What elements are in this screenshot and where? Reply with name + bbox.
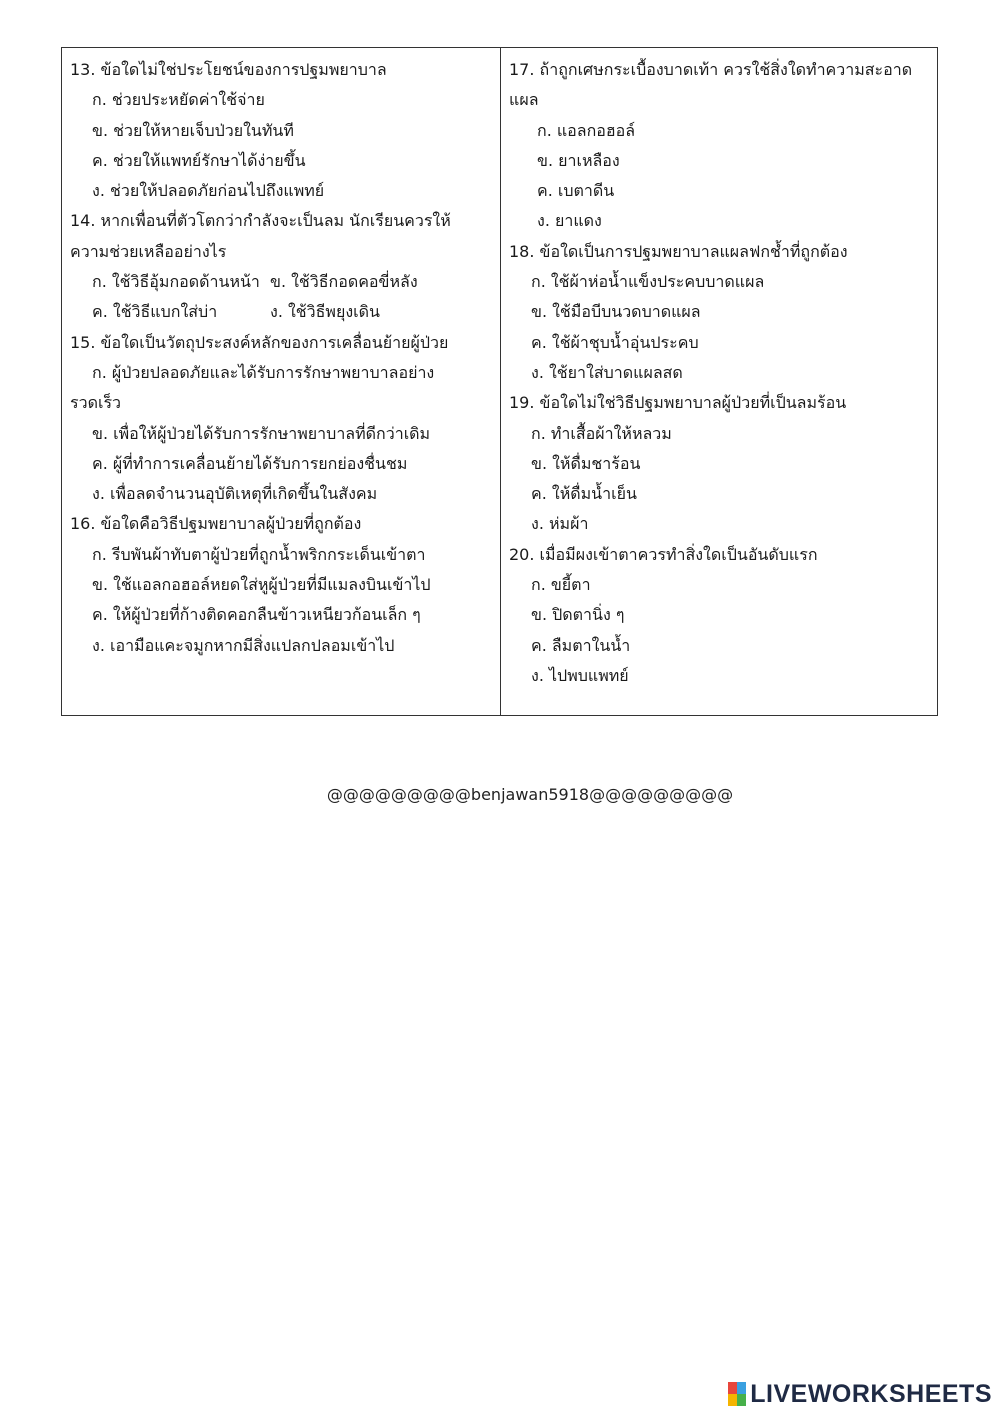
author-tag: @@@@@@@@@benjawan5918@@@@@@@@@ bbox=[326, 785, 734, 804]
question-18: 18. ข้อใดเป็นการปฐมพยาบาลแผลฟกช้ำที่ถูกต้อง bbox=[509, 241, 848, 261]
q15-option-a: ก. ผู้ป่วยปลอดภัยและได้รับการรักษาพยาบาลอย่าง bbox=[92, 362, 435, 382]
question-17-cont: แผล bbox=[509, 90, 539, 110]
q19-option-a: ก. ทำเสื้อผ้าให้หลวม bbox=[531, 423, 672, 443]
q20-option-c: ค. ลืมตาในน้ำ bbox=[531, 635, 631, 655]
q18-option-c: ค. ใช้ผ้าชุบน้ำอุ่นประคบ bbox=[531, 332, 699, 352]
q17-option-d: ง. ยาแดง bbox=[537, 211, 602, 231]
q17-option-a: ก. แอลกอฮอล์ bbox=[537, 120, 636, 140]
q19-option-d: ง. ห่มผ้า bbox=[531, 514, 589, 534]
q15-option-c: ค. ผู้ที่ทำการเคลื่อนย้ายได้รับการยกย่องชื่นชม bbox=[92, 453, 408, 473]
question-19: 19. ข้อใดไม่ใช่วิธีปฐมพยาบาลผู้ป่วยที่เป็นลมร้อน bbox=[509, 393, 847, 413]
q15-option-b: ข. เพื่อให้ผู้ป่วยได้รับการรักษาพยาบาลที่ดีกว่าเดิม bbox=[92, 423, 431, 443]
logo-text: LIVEWORKSHEETS bbox=[750, 1379, 992, 1408]
q18-option-b: ข. ใช้มือบีบนวดบาดแผล bbox=[531, 302, 701, 322]
q20-option-d: ง. ไปพบแพทย์ bbox=[531, 665, 629, 685]
q13-option-a: ก. ช่วยประหยัดค่าใช้จ่าย bbox=[92, 90, 265, 110]
liveworksheets-logo[interactable] bbox=[728, 1380, 992, 1408]
right-column bbox=[501, 48, 937, 715]
question-13: 13. ข้อใดไม่ใช่ประโยชน์ของการปฐมพยาบาล bbox=[70, 60, 387, 79]
q14-option-b: ข. ใช้วิธีกอดคอขี่หลัง bbox=[270, 272, 418, 292]
q14-option-d: ง. ใช้วิธีพยุงเดิน bbox=[270, 302, 380, 322]
q15-option-d: ง. เพื่อลดจำนวนอุบัติเหตุที่เกิดขึ้นในสังคม bbox=[92, 484, 378, 504]
q17-option-c: ค. เบตาดีน bbox=[537, 181, 615, 201]
question-17: 17. ถ้าถูกเศษกระเบื้องบาดเท้า ควรใช้สิ่งใดทำความสะอาด bbox=[509, 60, 913, 79]
logo-mark-square-1 bbox=[728, 1382, 737, 1394]
q16-option-c: ค. ให้ผู้ป่วยที่ก้างติดคอกลืนข้าวเหนียวก้อนเล็ก ๆ bbox=[92, 605, 421, 625]
q18-option-d: ง. ใช้ยาใส่บาดแผลสด bbox=[531, 362, 683, 382]
q15-option-a-cont: รวดเร็ว bbox=[70, 393, 122, 413]
logo-mark-square-2 bbox=[737, 1382, 746, 1394]
question-16: 16. ข้อใดคือวิธีปฐมพยาบาลผู้ป่วยที่ถูกต้อง bbox=[70, 514, 362, 534]
q17-option-b: ข. ยาเหลือง bbox=[537, 150, 620, 170]
q20-option-a: ก. ขยี้ตา bbox=[531, 575, 591, 595]
q14-option-c: ค. ใช้วิธีแบกใส่บ่า bbox=[92, 302, 218, 322]
q16-option-d: ง. เอามือแคะจมูกหากมีสิ่งแปลกปลอมเข้าไป bbox=[92, 635, 395, 655]
logo-mark-square-4 bbox=[737, 1394, 746, 1406]
question-15: 15. ข้อใดเป็นวัตถุประสงค์หลักของการเคลื่อนย้ายผู้ป่วย bbox=[70, 332, 449, 352]
q13-option-c: ค. ช่วยให้แพทย์รักษาได้ง่ายขึ้น bbox=[92, 150, 306, 170]
q14-option-a: ก. ใช้วิธีอุ้มกอดด้านหน้า bbox=[92, 272, 260, 292]
logo-mark-square-3 bbox=[728, 1394, 737, 1406]
q20-option-b: ข. ปิดตานิ่ง ๆ bbox=[531, 605, 625, 625]
logo-mark-icon bbox=[728, 1382, 746, 1406]
q16-option-a: ก. รีบพันผ้าทับตาผู้ป่วยที่ถูกน้ำพริกกระเด็นเข้าตา bbox=[92, 544, 426, 564]
q16-option-b: ข. ใช้แอลกอฮอล์หยดใส่หูผู้ป่วยที่มีแมลงบินเข้าไป bbox=[92, 575, 431, 595]
q13-option-b: ข. ช่วยให้หายเจ็บป่วยในทันที bbox=[92, 120, 294, 140]
q19-option-b: ข. ให้ดื่มชาร้อน bbox=[531, 453, 641, 473]
question-20: 20. เมื่อมีผงเข้าตาควรทำสิ่งใดเป็นอันดับแรก bbox=[509, 544, 818, 564]
question-14-cont: ความช่วยเหลืออย่างไร bbox=[70, 241, 227, 261]
left-column bbox=[62, 48, 501, 715]
question-table bbox=[61, 47, 938, 716]
q14-options-row-2 bbox=[70, 297, 492, 327]
question-14: 14. หากเพื่อนที่ตัวโตกว่ากำลังจะเป็นลม นักเรียนควรให้ bbox=[70, 211, 451, 231]
q18-option-a: ก. ใช้ผ้าห่อน้ำแข็งประคบบาดแผล bbox=[531, 272, 765, 292]
q14-options-row-1 bbox=[70, 267, 492, 297]
q13-option-d: ง. ช่วยให้ปลอดภัยก่อนไปถึงแพทย์ bbox=[92, 181, 325, 201]
q19-option-c: ค. ให้ดื่มน้ำเย็น bbox=[531, 484, 637, 504]
